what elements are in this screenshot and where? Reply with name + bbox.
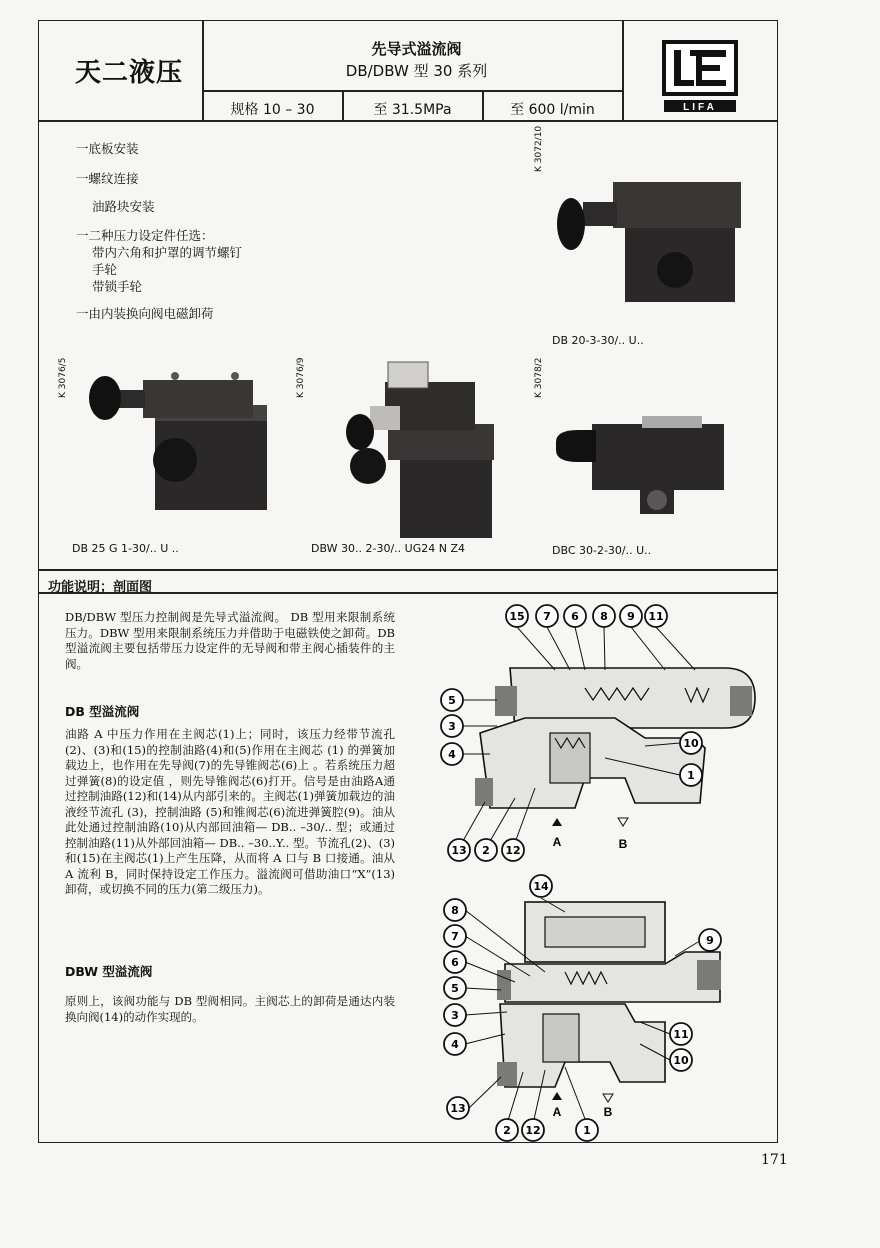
svg-text:3: 3 — [451, 1009, 459, 1022]
dbw-section-diagram — [435, 872, 770, 1142]
port-b-label: B — [618, 837, 628, 851]
feature-item: 一底板安装 — [76, 141, 139, 156]
svg-text:9: 9 — [706, 934, 714, 947]
callout-marker — [444, 1033, 466, 1055]
photo-caption: DBW 30.. 2-30/.. UG24 N Z4 — [311, 542, 465, 555]
callout-marker — [680, 732, 702, 754]
feature-item: 一二种压力设定件任选： — [76, 228, 214, 243]
svg-text:14: 14 — [533, 880, 549, 893]
svg-text:1: 1 — [687, 769, 695, 782]
feature-item: 带内六角和护罩的调节螺钉 — [92, 245, 243, 260]
spec-pressure: 至 31.5MPa — [373, 102, 452, 118]
valve-photo-dbw — [340, 352, 500, 542]
svg-text:13: 13 — [450, 1102, 466, 1115]
feature-item: 手轮 — [92, 262, 118, 277]
port-markers — [552, 1092, 613, 1119]
photo-caption: DB 25 G 1-30/.. U .. — [72, 542, 179, 555]
callout-marker — [645, 605, 667, 627]
photo-code: K 3076/5 — [58, 357, 68, 398]
svg-text:8: 8 — [451, 904, 459, 917]
callout-marker — [536, 605, 558, 627]
svg-text:13: 13 — [451, 844, 467, 857]
svg-text:1: 1 — [583, 1124, 591, 1137]
svg-text:2: 2 — [503, 1124, 511, 1137]
port-a-label: A — [552, 835, 562, 849]
callout-marker — [475, 839, 497, 861]
svg-text:6: 6 — [571, 610, 579, 623]
callout-marker — [444, 1004, 466, 1026]
callout-marker — [447, 1097, 469, 1119]
callout-marker — [502, 839, 524, 861]
svg-text:11: 11 — [673, 1028, 689, 1041]
logo-text: LIFA — [683, 102, 717, 113]
feature-item: 带锁手轮 — [92, 279, 143, 294]
callout-marker — [444, 899, 466, 921]
callout-marker — [444, 977, 466, 999]
company-name: 天二液压 — [75, 58, 184, 88]
port-b-label: B — [603, 1105, 613, 1119]
callout-marker — [444, 951, 466, 973]
photo-code: K 3078/2 — [534, 357, 544, 398]
feature-item: 一螺纹连接 — [76, 171, 139, 186]
svg-text:7: 7 — [543, 610, 551, 623]
header-divider — [38, 120, 778, 122]
product-title: 先导式溢流阀 — [371, 40, 462, 58]
page-number: 171 — [761, 1152, 788, 1168]
intro-text: DB/DBW 型压力控制阀是先导式溢流阀。 DB 型用来限制系统压力。DBW 型用来限制系统压力并借助于电磁铁使之卸荷。DB 型溢流阀主要包括带压力设定件的无导阀和带主阀心插装件的主阀。 — [65, 610, 395, 671]
callout-marker — [448, 839, 470, 861]
svg-text:2: 2 — [482, 844, 490, 857]
db-section-diagram — [435, 598, 770, 870]
product-series: DB/DBW 型 30 系列 — [345, 62, 488, 80]
svg-text:5: 5 — [448, 694, 456, 707]
db-text: 油路 A 中压力作用在主阀芯(1)上；同时，该压力经带节流孔(2)、(3)和(15)的控制油路(4)和(5)作用在主阀芯 (1) 的弹簧加载边上，也作用在先导阀(7)的先导锥阀芯(6)上 。若系统压力超过弹簧(8)的设定值 ，则先导锥阀芯(6)打开。信号是由油路A通过控制油路(12)和(14)从内部引来的。主阀芯(1)弹簧加载边的油液经节流孔 (3)，控制油路 (5)和锥阀芯(6)流进弹簧腔(9)。油从此处通过控制油路(10)从内部回油箱— DB.. –30/.. 型；或通过控制油路(11)从外部回油箱— DB.. –30..Y.. 型。节流孔(2)、(3)和(15)在主阀芯(1)上产生压降，从而将 A 口与 B 口接通。油从 A 流利 B，同时保持设定工作压力。溢流阀可借助油口“X”(13)卸荷，或切换不同的压力(第二级压力)。 — [65, 727, 395, 896]
svg-text:8: 8 — [600, 610, 608, 623]
photo-code: K 3076/9 — [296, 357, 306, 398]
svg-text:10: 10 — [673, 1054, 689, 1067]
svg-text:9: 9 — [627, 610, 635, 623]
photo-caption: DB 20-3-30/.. U.. — [552, 334, 644, 347]
callout-marker — [441, 689, 463, 711]
feature-item: 一由内装换向阀电磁卸荷 — [76, 306, 214, 321]
photo-code: K 3072/10 — [534, 125, 544, 172]
dbw-text: 原则上，该阀功能与 DB 型阀相同。主阀芯上的卸荷是通达内装换向阀(14)的动作实现的。 — [65, 994, 395, 1024]
callout-marker — [564, 605, 586, 627]
callout-marker — [670, 1049, 692, 1071]
svg-text:10: 10 — [683, 737, 699, 750]
callout-marker — [699, 929, 721, 951]
svg-text:11: 11 — [648, 610, 664, 623]
dbw-heading: DBW 型溢流阀 — [65, 964, 153, 979]
callout-marker — [670, 1023, 692, 1045]
svg-text:6: 6 — [451, 956, 459, 969]
callout-marker — [522, 1119, 544, 1141]
spec-flow: 至 600 l/min — [510, 102, 595, 118]
callout-marker — [530, 875, 552, 897]
svg-text:15: 15 — [509, 610, 525, 623]
lifa-logo — [660, 38, 740, 114]
svg-text:12: 12 — [525, 1124, 541, 1137]
callout-marker — [576, 1119, 598, 1141]
section-title: 功能说明；剖面图 — [48, 580, 153, 595]
callout-marker — [496, 1119, 518, 1141]
valve-photo-dbc — [552, 412, 742, 522]
svg-text:12: 12 — [505, 844, 521, 857]
port-markers — [552, 818, 628, 851]
photo-caption: DBC 30-2-30/.. U.. — [552, 544, 652, 557]
svg-text:4: 4 — [451, 1038, 459, 1051]
callout-marker — [441, 743, 463, 765]
callout-marker — [506, 605, 528, 627]
spec-size: 规格 10 – 30 — [230, 102, 315, 118]
callout-marker — [441, 715, 463, 737]
svg-text:3: 3 — [448, 720, 456, 733]
callout-marker — [680, 764, 702, 786]
svg-text:7: 7 — [451, 930, 459, 943]
db-heading: DB 型溢流阀 — [65, 704, 140, 719]
valve-photo-db25g — [85, 360, 275, 520]
callout-marker — [444, 925, 466, 947]
port-a-label: A — [552, 1105, 562, 1119]
callout-marker — [620, 605, 642, 627]
svg-text:5: 5 — [451, 982, 459, 995]
section-divider-top — [38, 569, 778, 571]
feature-item: 油路块安装 — [92, 199, 155, 214]
callout-marker — [593, 605, 615, 627]
valve-photo-db20 — [555, 180, 745, 310]
spec-row-divider — [203, 90, 623, 92]
svg-text:4: 4 — [448, 748, 456, 761]
